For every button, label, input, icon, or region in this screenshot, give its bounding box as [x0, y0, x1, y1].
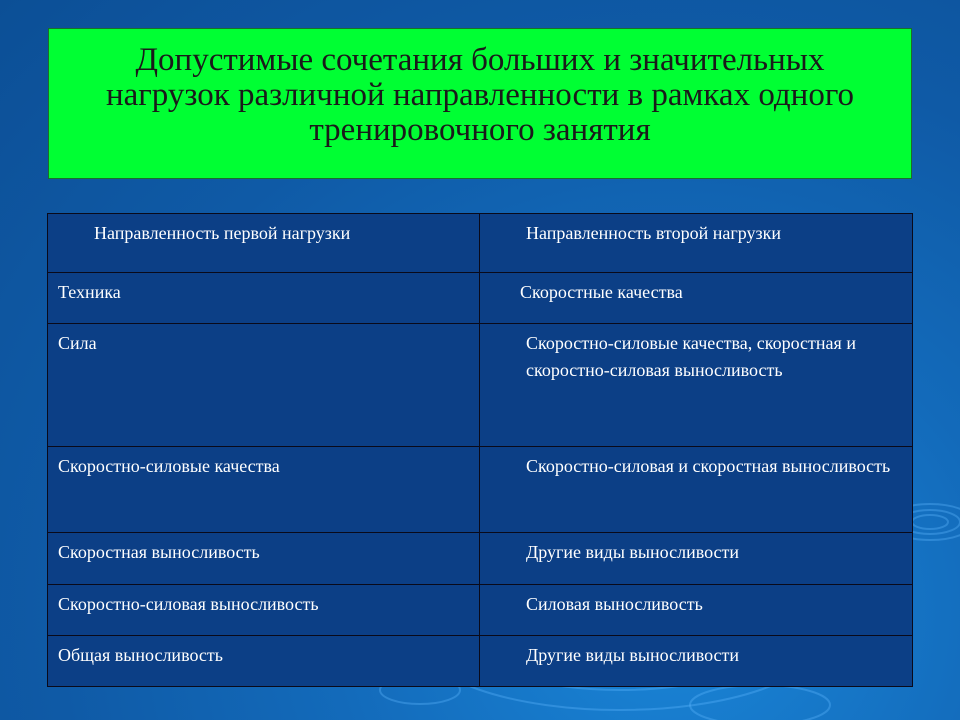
table-cell — [480, 585, 913, 636]
header-second-load: Направленность второй нагрузки — [526, 223, 781, 243]
title-box — [48, 28, 912, 179]
table-row — [48, 533, 913, 585]
second-load-value: Другие виды выносливости — [526, 542, 740, 562]
table-row — [48, 447, 913, 533]
table-cell — [48, 273, 480, 324]
second-load-value: Скоростные качества — [520, 282, 683, 302]
table-cell — [480, 636, 913, 687]
table-row — [48, 324, 913, 447]
table-cell — [48, 585, 480, 636]
header-cell — [480, 214, 913, 273]
table-header-row — [48, 214, 913, 273]
first-load-value: Скоростно-силовая выносливость — [58, 594, 319, 614]
table-row — [48, 585, 913, 636]
first-load-value: Скоростно-силовые качества — [58, 456, 280, 476]
table-cell — [480, 324, 913, 447]
header-first-load: Направленность первой нагрузки — [94, 223, 351, 243]
table-cell — [480, 533, 913, 585]
header-cell — [48, 214, 480, 273]
first-load-value: Техника — [58, 282, 121, 302]
table-cell — [48, 447, 480, 533]
loads-table — [47, 213, 913, 687]
second-load-value: Скоростно-силовая и скоростная выносливость — [526, 456, 891, 476]
second-load-value: Скоростно-силовые качества, скоростная и скоростно-силовая выносливость — [526, 333, 856, 380]
table-cell — [48, 636, 480, 687]
first-load-value: Скоростная выносливость — [58, 542, 260, 562]
table-row — [48, 273, 913, 324]
table-cell — [48, 533, 480, 585]
table-row — [48, 636, 913, 687]
first-load-value: Общая выносливость — [58, 645, 223, 665]
table-cell — [480, 273, 913, 324]
first-load-value: Сила — [58, 333, 97, 353]
table-cell — [480, 447, 913, 533]
table-cell — [48, 324, 480, 447]
second-load-value: Другие виды выносливости — [526, 645, 740, 665]
slide-title: Допустимые сочетания больших и значительных нагрузок различной направленности в рамках одного тренировочного занятия — [105, 42, 855, 148]
second-load-value: Силовая выносливость — [526, 594, 703, 614]
